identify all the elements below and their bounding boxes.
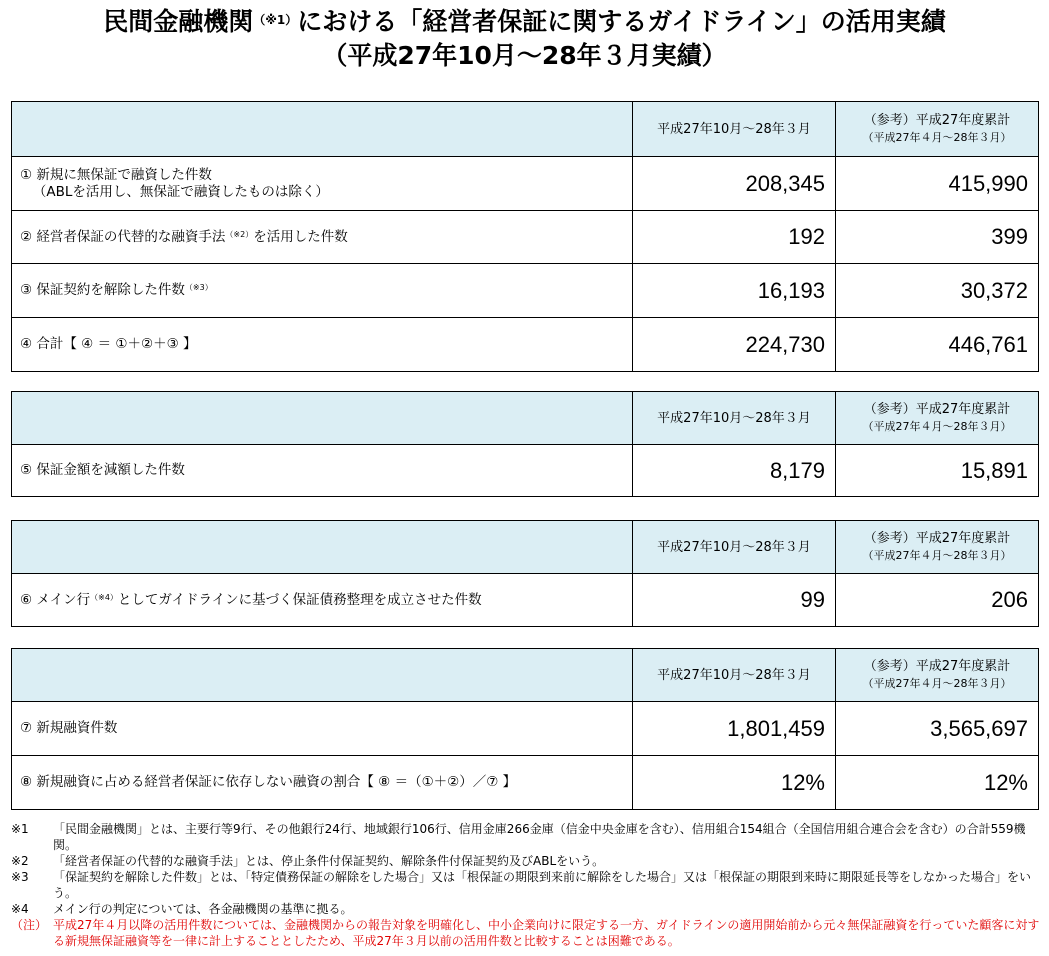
page-subtitle: （平成27年10月～28年３月実績） — [322, 41, 727, 70]
header-period: 平成27年10月～28年３月 — [633, 521, 836, 574]
table-guarantee-reduction — [11, 391, 1039, 497]
value-reference: 15,891 — [836, 445, 1039, 497]
value-reference: 30,372 — [836, 264, 1039, 318]
table-debt-restructuring — [11, 520, 1039, 627]
table-row — [12, 756, 1039, 810]
table-new-loans — [11, 648, 1039, 810]
header-reference: （参考）平成27年度累計 （平成27年４月～28年３月） — [836, 392, 1039, 445]
value-period: 16,193 — [633, 264, 836, 318]
table-row — [12, 264, 1039, 318]
value-period: 8,179 — [633, 445, 836, 497]
value-reference: 399 — [836, 211, 1039, 264]
row-label: ① 新規に無保証で融資した件数 （ABLを活用し、無保証で融資したものは除く） — [12, 157, 633, 211]
value-period: 192 — [633, 211, 836, 264]
row-label: ④ 合計【 ④ ＝ ①＋②＋③ 】 — [12, 318, 633, 372]
footnote-caution: （注） 平成27年４月以降の活用件数については、金融機関からの報告対象を明確化し、中小企業向けに限定する一方、ガイドラインの適用開始前から元々無保証融資を行っていた顧客に対する新規無保証融資等を一律に計上することとしたため、平成27年３月以前の活用件数と比較することは困難である。 — [11, 918, 1040, 948]
value-reference: 206 — [836, 574, 1039, 627]
header-blank-cell — [12, 521, 633, 574]
header-period: 平成27年10月～28年３月 — [633, 649, 836, 702]
header-reference: （参考）平成27年度累計 （平成27年４月～28年３月） — [836, 102, 1039, 157]
value-period: 1,801,459 — [633, 702, 836, 756]
header-blank-cell — [12, 649, 633, 702]
value-reference: 446,761 — [836, 318, 1039, 372]
row-label: ⑧ 新規融資に占める経営者保証に依存しない融資の割合【 ⑧ ＝（①＋②）／⑦ 】 — [12, 756, 633, 810]
value-reference: 3,565,697 — [836, 702, 1039, 756]
value-reference: 12% — [836, 756, 1039, 810]
table-row — [12, 318, 1039, 372]
table-row — [12, 211, 1039, 264]
header-period: 平成27年10月～28年３月 — [633, 392, 836, 445]
value-period: 224,730 — [633, 318, 836, 372]
table-row — [12, 574, 1039, 627]
header-blank-cell — [12, 102, 633, 157]
header-blank-cell — [12, 392, 633, 445]
table-guarantee-results — [11, 101, 1039, 372]
table-row — [12, 702, 1039, 756]
row-label: ⑤ 保証金額を減額した件数 — [12, 445, 633, 497]
table-row — [12, 157, 1039, 211]
footnote-1: ※1 「民間金融機関」とは、主要行等9行、その他銀行24行、地域銀行106行、信用金庫266金庫（信金中央金庫を含む）、信用組合154組合（全国信用組合連合会を含む）の合計559機関。 — [11, 822, 1026, 852]
title-footnote-mark: （※1） — [253, 13, 298, 27]
footnote-3: ※3 「保証契約を解除した件数」とは、「特定債務保証の解除をした場合」又は「根保証の期限到来前に解除をした場合」又は「根保証の期限到来時に期限延長等をしなかった場合」をいう。 — [11, 870, 1032, 900]
footnote-4: ※4 メイン行の判定については、各金融機関の基準に拠る。 — [11, 902, 353, 916]
footnotes — [11, 821, 1041, 949]
page-title: 民間金融機関$^{(※1)}$における「経営者保証に関するガイドライン」の活用実績 — [103, 7, 946, 36]
row-label: ③ 保証契約を解除した件数$^{(※3)}$ — [12, 264, 633, 318]
value-period: 99 — [633, 574, 836, 627]
header-period: 平成27年10月～28年３月 — [633, 102, 836, 157]
row-label: ⑥ メイン行$^{(※4)}$としてガイドラインに基づく保証債務整理を成立させた件数 — [12, 574, 633, 627]
table-row — [12, 445, 1039, 497]
row-label: ② 経営者保証の代替的な融資手法$^{(※2)}$を活用した件数 — [12, 211, 633, 264]
value-period: 12% — [633, 756, 836, 810]
header-reference: （参考）平成27年度累計 （平成27年４月～28年３月） — [836, 521, 1039, 574]
value-period: 208,345 — [633, 157, 836, 211]
value-reference: 415,990 — [836, 157, 1039, 211]
footnote-2: ※2 「経営者保証の代替的な融資手法」とは、停止条件付保証契約、解除条件付保証契約及びABLをいう。 — [11, 854, 605, 868]
row-label: ⑦ 新規融資件数 — [12, 702, 633, 756]
header-reference: （参考）平成27年度累計 （平成27年４月～28年３月） — [836, 649, 1039, 702]
